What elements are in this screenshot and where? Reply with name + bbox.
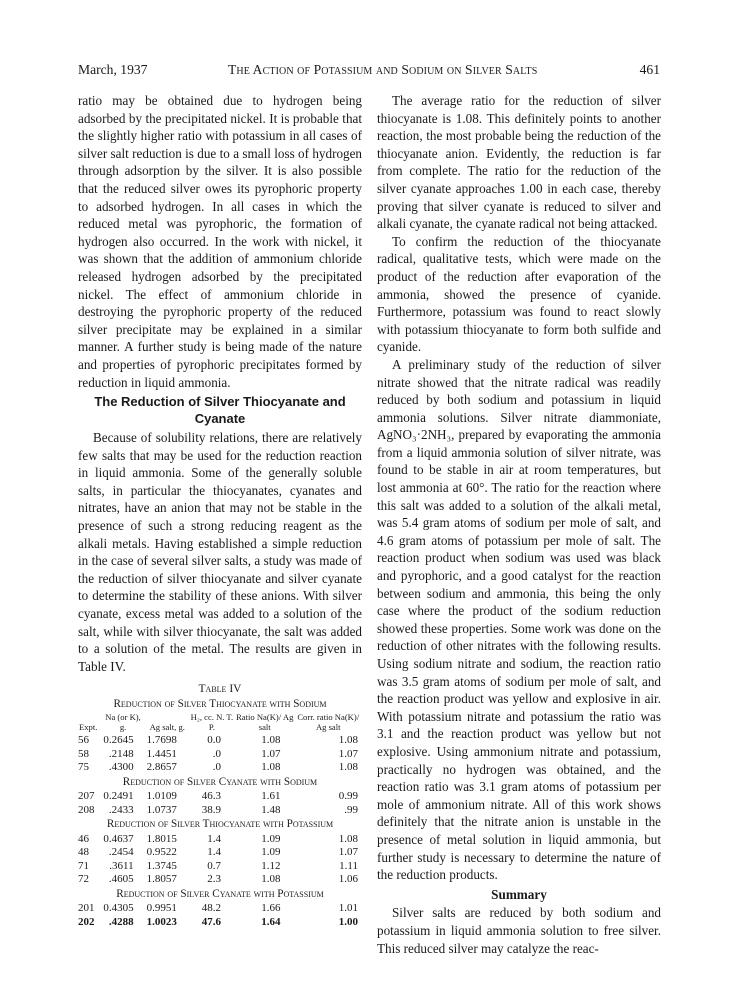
- table-cell: .0: [212, 761, 221, 774]
- right-paragraph-3: A preliminary study of the reduction of silver nitrate showed that the nitrate radical was readily reduced by both sodium and potassium in liquid ammonia solutions. Silver nitrate diammoniate, AgNO₃·2NH₃, prepared by evaporating the ammonia from a liquid ammonia solution of silver nitrate, was found to be stable in air at room temperatures, but lost ammonia at 60°. The ratio for the reaction where this salt was added to a solution of the alkali metal, was 5.4 gram atoms of sodium per mole of salt, and 4.6 gram atoms of potassium per mole of salt. The reaction product when sodium was used was black and pyrophoric, and a good catalyst for the reaction between sodium and ammonia, this being the only case where the product of the sodium reduction showed these properties. Some work was done on the reduction of other nitrates with the following results. Using sodium nitrate and sodium, the reaction ratio was 3.5 gram atoms of sodium per mole of salt, and the reaction product was yellow and explosive in air. With potassium nitrate and potassium the ratio was 3.1 and the reaction product was yellow but not explosive. Using ammonium nitrate and potassium, practically no hydrogen was obtained, and the reaction ratio was 3.1 gram atoms of potassium per mole of ammonium nitrate. All of this work shows definitely that the nitrate anion is unstable in the presence of metal solution in liquid ammonia, but further study is necessary to determine the nature of the reduction products.: [377, 356, 661, 883]
- table-cell: 202: [78, 915, 95, 928]
- right-paragraph-2: To confirm the reduction of the thiocyanate radical, qualitative tests, which were made on the product of the reduction after evaporation of the ammonia, showed the presence of cyanide. Furthermore, potassium was found to react slowly with potassium thiocyanate to form both sulfide and cyanide.: [377, 233, 661, 355]
- header-expt: Expt.: [79, 721, 98, 732]
- table-row: [78, 804, 362, 818]
- table-cell: 38.9: [201, 803, 221, 816]
- table-row: [78, 902, 362, 916]
- table-cell: 207: [78, 790, 95, 803]
- table-cell: 1.4: [207, 846, 221, 859]
- table-cell: 56: [78, 734, 89, 747]
- table-row: [78, 761, 362, 775]
- table-cell: 1.11: [339, 859, 358, 872]
- table-section-title: Reduction of Silver Thiocyanate with Sodium: [113, 698, 327, 711]
- table-cell: 47.6: [201, 915, 221, 928]
- table-body: [78, 734, 362, 929]
- table-cell: 1.7698: [146, 734, 177, 747]
- table-cell: 1.07: [261, 747, 281, 760]
- page-number: 461: [639, 62, 660, 77]
- table-section-row: [78, 817, 362, 833]
- table-cell: 2.3: [207, 873, 221, 886]
- table-cell: 0.4637: [103, 832, 134, 845]
- table-cell: 1.3745: [146, 859, 177, 872]
- table-cell: .2433: [108, 803, 134, 816]
- table-cell: 0.7: [207, 859, 221, 872]
- table-cell: 1.09: [261, 832, 281, 845]
- table-cell: 1.07: [338, 747, 358, 760]
- table-cell: 1.4451: [146, 747, 177, 760]
- table-cell: 0.4305: [103, 902, 134, 915]
- table-cell: 1.00: [338, 915, 358, 928]
- table-cell: .2454: [108, 846, 134, 859]
- table-cell: 0.9951: [146, 902, 177, 915]
- table-cell: 1.0109: [146, 790, 177, 803]
- table-cell: .0: [212, 747, 221, 760]
- header-h2: H₂, cc. N. T. P.: [190, 712, 234, 732]
- data-table: [78, 713, 362, 929]
- page-header: [78, 60, 660, 80]
- table-row: [78, 846, 362, 860]
- table-cell: 58: [78, 747, 89, 760]
- table-iv: [78, 683, 362, 929]
- table-cell: 1.08: [261, 761, 281, 774]
- table-cell: 2.8657: [146, 761, 177, 774]
- left-paragraph-1: ratio may be obtained due to hydrogen being adsorbed by the precipitated nickel. It is probable that the slightly higher ratio with potassium in all cases of silver salt reduction is due to a small loss of hydrogen through adsorption by the silver. It is also possible that the reduced silver owes its pyrophoric property to adsorbed hydrogen. In all cases in which the reduced metal was pyrophoric, the formation of hydrogen also occurred. In the work with nickel, it was shown that the addition of ammonium chloride released hydrogen adsorbed by the precipitated nickel. The effect of ammonium chloride in destroying the pyrophoric property of the reduced silver precipitate may be explained in a similar manner. A further study is being made of the nature and properties of pyrophoric precipitates formed by reduction in liquid ammonia.: [78, 93, 362, 390]
- table-section-row: [78, 775, 362, 791]
- table-cell: 1.01: [338, 902, 358, 915]
- table-section-title: Reduction of Silver Cyanate with Sodium: [122, 775, 318, 788]
- table-section-title: Reduction of Silver Cyanate with Potassium: [116, 887, 324, 900]
- table-cell: 46.3: [201, 790, 221, 803]
- table-cell: 1.48: [261, 803, 281, 816]
- right-paragraph-1: The average ratio for the reduction of silver thiocyanate is 1.08. This definitely points to another reaction, the most probable being the reduction of the thiocyanate anion. Evidently, the reduction is far from complete. The ratio for the reduction of the silver cyanate approaches 1.00 in each case, thereby proving that silver cyanate is reduced to silver and alkali cyanate, the cyanate radical not being attacked.: [377, 93, 661, 232]
- table-header-row: [78, 713, 362, 734]
- header-na: Na (or K), g.: [105, 712, 141, 732]
- table-cell: 1.4: [207, 832, 221, 845]
- header-corr-ratio: Corr. ratio Na(K)/ Ag salt: [297, 712, 360, 732]
- table-row: [78, 734, 362, 748]
- table-cell: 0.0: [207, 734, 221, 747]
- table-cell: 1.66: [261, 902, 281, 915]
- table-cell: 72: [78, 873, 89, 886]
- table-section-row: [78, 887, 362, 903]
- table-cell: 1.61: [261, 790, 281, 803]
- table-cell: 46: [78, 832, 89, 845]
- table-row: [78, 790, 362, 804]
- table-caption: Table IV: [198, 683, 242, 696]
- table-cell: 1.06: [338, 873, 358, 886]
- table-cell: .3611: [109, 859, 134, 872]
- table-cell: 1.08: [261, 873, 281, 886]
- summary-paragraph: Silver salts are reduced by both sodium and potassium in liquid ammonia solution to free silver. This reduced silver may catalyze the reac-: [377, 905, 661, 956]
- table-cell: 208: [78, 803, 95, 816]
- table-row: [78, 916, 362, 930]
- table-row: [78, 873, 362, 887]
- table-cell: 1.0023: [146, 915, 177, 928]
- header-ag: Ag salt, g.: [149, 721, 185, 732]
- table-cell: 1.8015: [146, 832, 177, 845]
- table-cell: 1.12: [261, 859, 281, 872]
- running-title: The Action of Potassium and Sodium on Silver Salts: [228, 62, 538, 77]
- table-cell: 0.99: [338, 790, 358, 803]
- table-row: [78, 833, 362, 847]
- table-cell: 71: [78, 859, 89, 872]
- header-ratio: Ratio Na(K)/ Ag salt: [236, 712, 294, 732]
- table-cell: 1.07: [338, 846, 358, 859]
- table-cell: 1.08: [338, 761, 358, 774]
- table-cell: 0.2645: [103, 734, 134, 747]
- section-heading: The Reduction of Silver Thiocyanate and Cyanate: [94, 394, 346, 427]
- table-cell: 1.08: [338, 734, 358, 747]
- left-column: [78, 92, 362, 929]
- table-cell: .4300: [108, 761, 134, 774]
- table-row: [78, 748, 362, 762]
- table-cell: 1.8057: [146, 873, 177, 886]
- table-cell: .4605: [108, 873, 134, 886]
- table-cell: 1.0737: [146, 803, 177, 816]
- table-cell: 1.08: [261, 734, 281, 747]
- table-cell: 1.09: [261, 846, 281, 859]
- header-date: March, 1937: [78, 62, 148, 77]
- table-section-title: Reduction of Silver Thiocyanate with Potassium: [106, 818, 334, 831]
- table-cell: 75: [78, 761, 89, 774]
- table-cell: .2148: [108, 747, 134, 760]
- table-cell: 48: [78, 846, 89, 859]
- table-cell: 0.2491: [103, 790, 134, 803]
- table-cell: 0.9522: [146, 846, 177, 859]
- table-cell: 1.08: [338, 832, 358, 845]
- table-cell: 201: [78, 902, 95, 915]
- table-cell: .99: [344, 803, 358, 816]
- table-cell: 1.64: [261, 915, 281, 928]
- summary-heading: Summary: [491, 886, 547, 902]
- left-paragraph-2: Because of solubility relations, there are relatively few salts that may be used for the reduction reaction in liquid ammonia. Some of the generally soluble salts, in particular the thiocyanates, cyanates and nitrates, have an anion that may not be stable in the presence of such a strong reducing reagent as the alkali metals. Having established a simple reduction in the case of several silver salts, a study was made of the reduction of silver thiocyanate and silver cyanate to determine the stability of these anions. With silver cyanate, excess metal was added to a solution of the salt, while with silver thiocyanate, the salt was added to a solution of the metal. The results are given in Table IV.: [78, 430, 362, 674]
- table-cell: .4288: [108, 915, 134, 928]
- table-row: [78, 860, 362, 874]
- right-column: [377, 92, 661, 957]
- table-cell: 48.2: [201, 902, 221, 915]
